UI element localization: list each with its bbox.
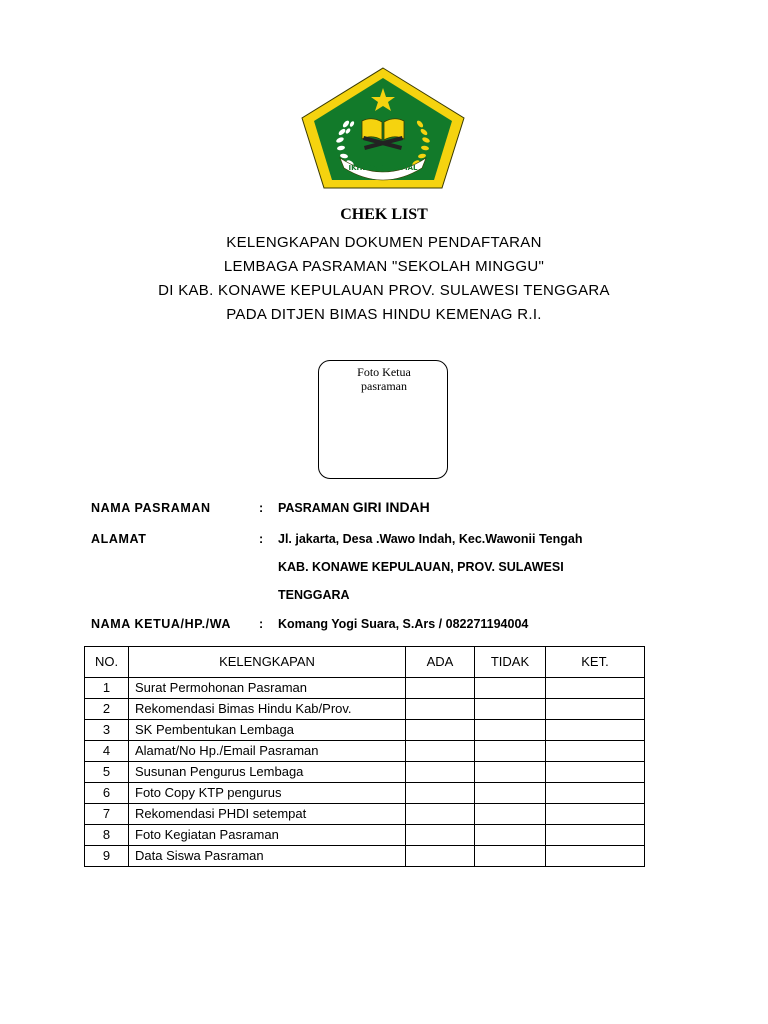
cell-ada[interactable] bbox=[406, 783, 475, 804]
cell-ada[interactable] bbox=[406, 804, 475, 825]
table-row bbox=[85, 678, 645, 699]
table-row bbox=[85, 741, 645, 762]
cell-ada[interactable] bbox=[406, 741, 475, 762]
photo-label-line-2: pasraman bbox=[361, 379, 407, 393]
document-title: CHEK LIST bbox=[340, 206, 428, 223]
alamat-label: ALAMAT bbox=[91, 532, 147, 546]
cell-tidak[interactable] bbox=[475, 762, 546, 783]
row-item: Foto Kegiatan Pasraman bbox=[129, 825, 406, 846]
nama-pasraman-value bbox=[278, 499, 430, 515]
cell-tidak[interactable] bbox=[475, 699, 546, 720]
cell-ket[interactable] bbox=[546, 699, 645, 720]
table-row bbox=[85, 699, 645, 720]
table-header-row bbox=[85, 647, 645, 678]
cell-tidak[interactable] bbox=[475, 678, 546, 699]
header-kelengkapan: KELENGKAPAN bbox=[129, 647, 406, 678]
cell-tidak[interactable] bbox=[475, 804, 546, 825]
heading-line-3: DI KAB. KONAWE KEPULAUAN PROV. SULAWESI TENGGARA bbox=[158, 282, 610, 299]
cell-ada[interactable] bbox=[406, 678, 475, 699]
cell-tidak[interactable] bbox=[475, 825, 546, 846]
cell-ket[interactable] bbox=[546, 846, 645, 867]
table-row bbox=[85, 825, 645, 846]
nama-pasraman-prefix: PASRAMAN bbox=[278, 501, 353, 515]
cell-ket[interactable] bbox=[546, 741, 645, 762]
row-no: 2 bbox=[85, 699, 129, 720]
header-tidak: TIDAK bbox=[475, 647, 546, 678]
alamat-colon: : bbox=[259, 532, 264, 546]
table-row bbox=[85, 804, 645, 825]
header-ket: KET. bbox=[546, 647, 645, 678]
nama-ketua-label: NAMA KETUA/HP./WA bbox=[91, 617, 232, 631]
row-item: Rekomendasi PHDI setempat bbox=[129, 804, 406, 825]
cell-ada[interactable] bbox=[406, 846, 475, 867]
alamat-line-3: TENGGARA bbox=[278, 588, 350, 602]
cell-ada[interactable] bbox=[406, 720, 475, 741]
row-item: SK Pembentukan Lembaga bbox=[129, 720, 406, 741]
cell-ket[interactable] bbox=[546, 678, 645, 699]
checklist-table bbox=[84, 646, 645, 867]
header-ada: ADA bbox=[406, 647, 475, 678]
row-item: Susunan Pengurus Lembaga bbox=[129, 762, 406, 783]
row-no: 5 bbox=[85, 762, 129, 783]
nama-pasraman-label: NAMA PASRAMAN bbox=[91, 501, 211, 515]
row-item: Data Siswa Pasraman bbox=[129, 846, 406, 867]
row-item: Foto Copy KTP pengurus bbox=[129, 783, 406, 804]
nama-ketua-value: Komang Yogi Suara, S.Ars / 082271194004 bbox=[278, 617, 529, 631]
row-no: 3 bbox=[85, 720, 129, 741]
cell-tidak[interactable] bbox=[475, 846, 546, 867]
nama-pasraman-colon: : bbox=[259, 501, 264, 515]
cell-tidak[interactable] bbox=[475, 720, 546, 741]
cell-ada[interactable] bbox=[406, 699, 475, 720]
cell-tidak[interactable] bbox=[475, 783, 546, 804]
nama-pasraman-name: GIRI INDAH bbox=[352, 499, 430, 515]
cell-ket[interactable] bbox=[546, 804, 645, 825]
row-no: 1 bbox=[85, 678, 129, 699]
photo-label-line-1: Foto Ketua bbox=[357, 365, 411, 379]
header-no: NO. bbox=[85, 647, 129, 678]
table-row bbox=[85, 846, 645, 867]
cell-ada[interactable] bbox=[406, 762, 475, 783]
heading-line-1: KELENGKAPAN DOKUMEN PENDAFTARAN bbox=[226, 234, 542, 251]
heading-line-2: LEMBAGA PASRAMAN "SEKOLAH MINGGU" bbox=[223, 258, 545, 275]
cell-ada[interactable] bbox=[406, 825, 475, 846]
photo-label bbox=[352, 365, 416, 393]
logo-motto: IKHLAS BERAMAL bbox=[348, 164, 418, 172]
row-no: 7 bbox=[85, 804, 129, 825]
row-item: Rekomendasi Bimas Hindu Kab/Prov. bbox=[129, 699, 406, 720]
nama-ketua-colon: : bbox=[259, 617, 264, 631]
row-item: Alamat/No Hp./Email Pasraman bbox=[129, 741, 406, 762]
cell-ket[interactable] bbox=[546, 825, 645, 846]
table-row bbox=[85, 720, 645, 741]
row-no: 4 bbox=[85, 741, 129, 762]
row-item: Surat Permohonan Pasraman bbox=[129, 678, 406, 699]
kemenag-emblem-icon bbox=[300, 66, 466, 190]
cell-ket[interactable] bbox=[546, 783, 645, 804]
row-no: 6 bbox=[85, 783, 129, 804]
cell-ket[interactable] bbox=[546, 762, 645, 783]
alamat-line-2: KAB. KONAWE KEPULAUAN, PROV. SULAWESI bbox=[278, 560, 564, 574]
heading-line-4: PADA DITJEN BIMAS HINDU KEMENAG R.I. bbox=[226, 306, 542, 323]
table-row bbox=[85, 762, 645, 783]
row-no: 8 bbox=[85, 825, 129, 846]
cell-ket[interactable] bbox=[546, 720, 645, 741]
row-no: 9 bbox=[85, 846, 129, 867]
table-row bbox=[85, 783, 645, 804]
cell-tidak[interactable] bbox=[475, 741, 546, 762]
alamat-line-1: Jl. jakarta, Desa .Wawo Indah, Kec.Wawonii Tengah bbox=[278, 532, 583, 546]
